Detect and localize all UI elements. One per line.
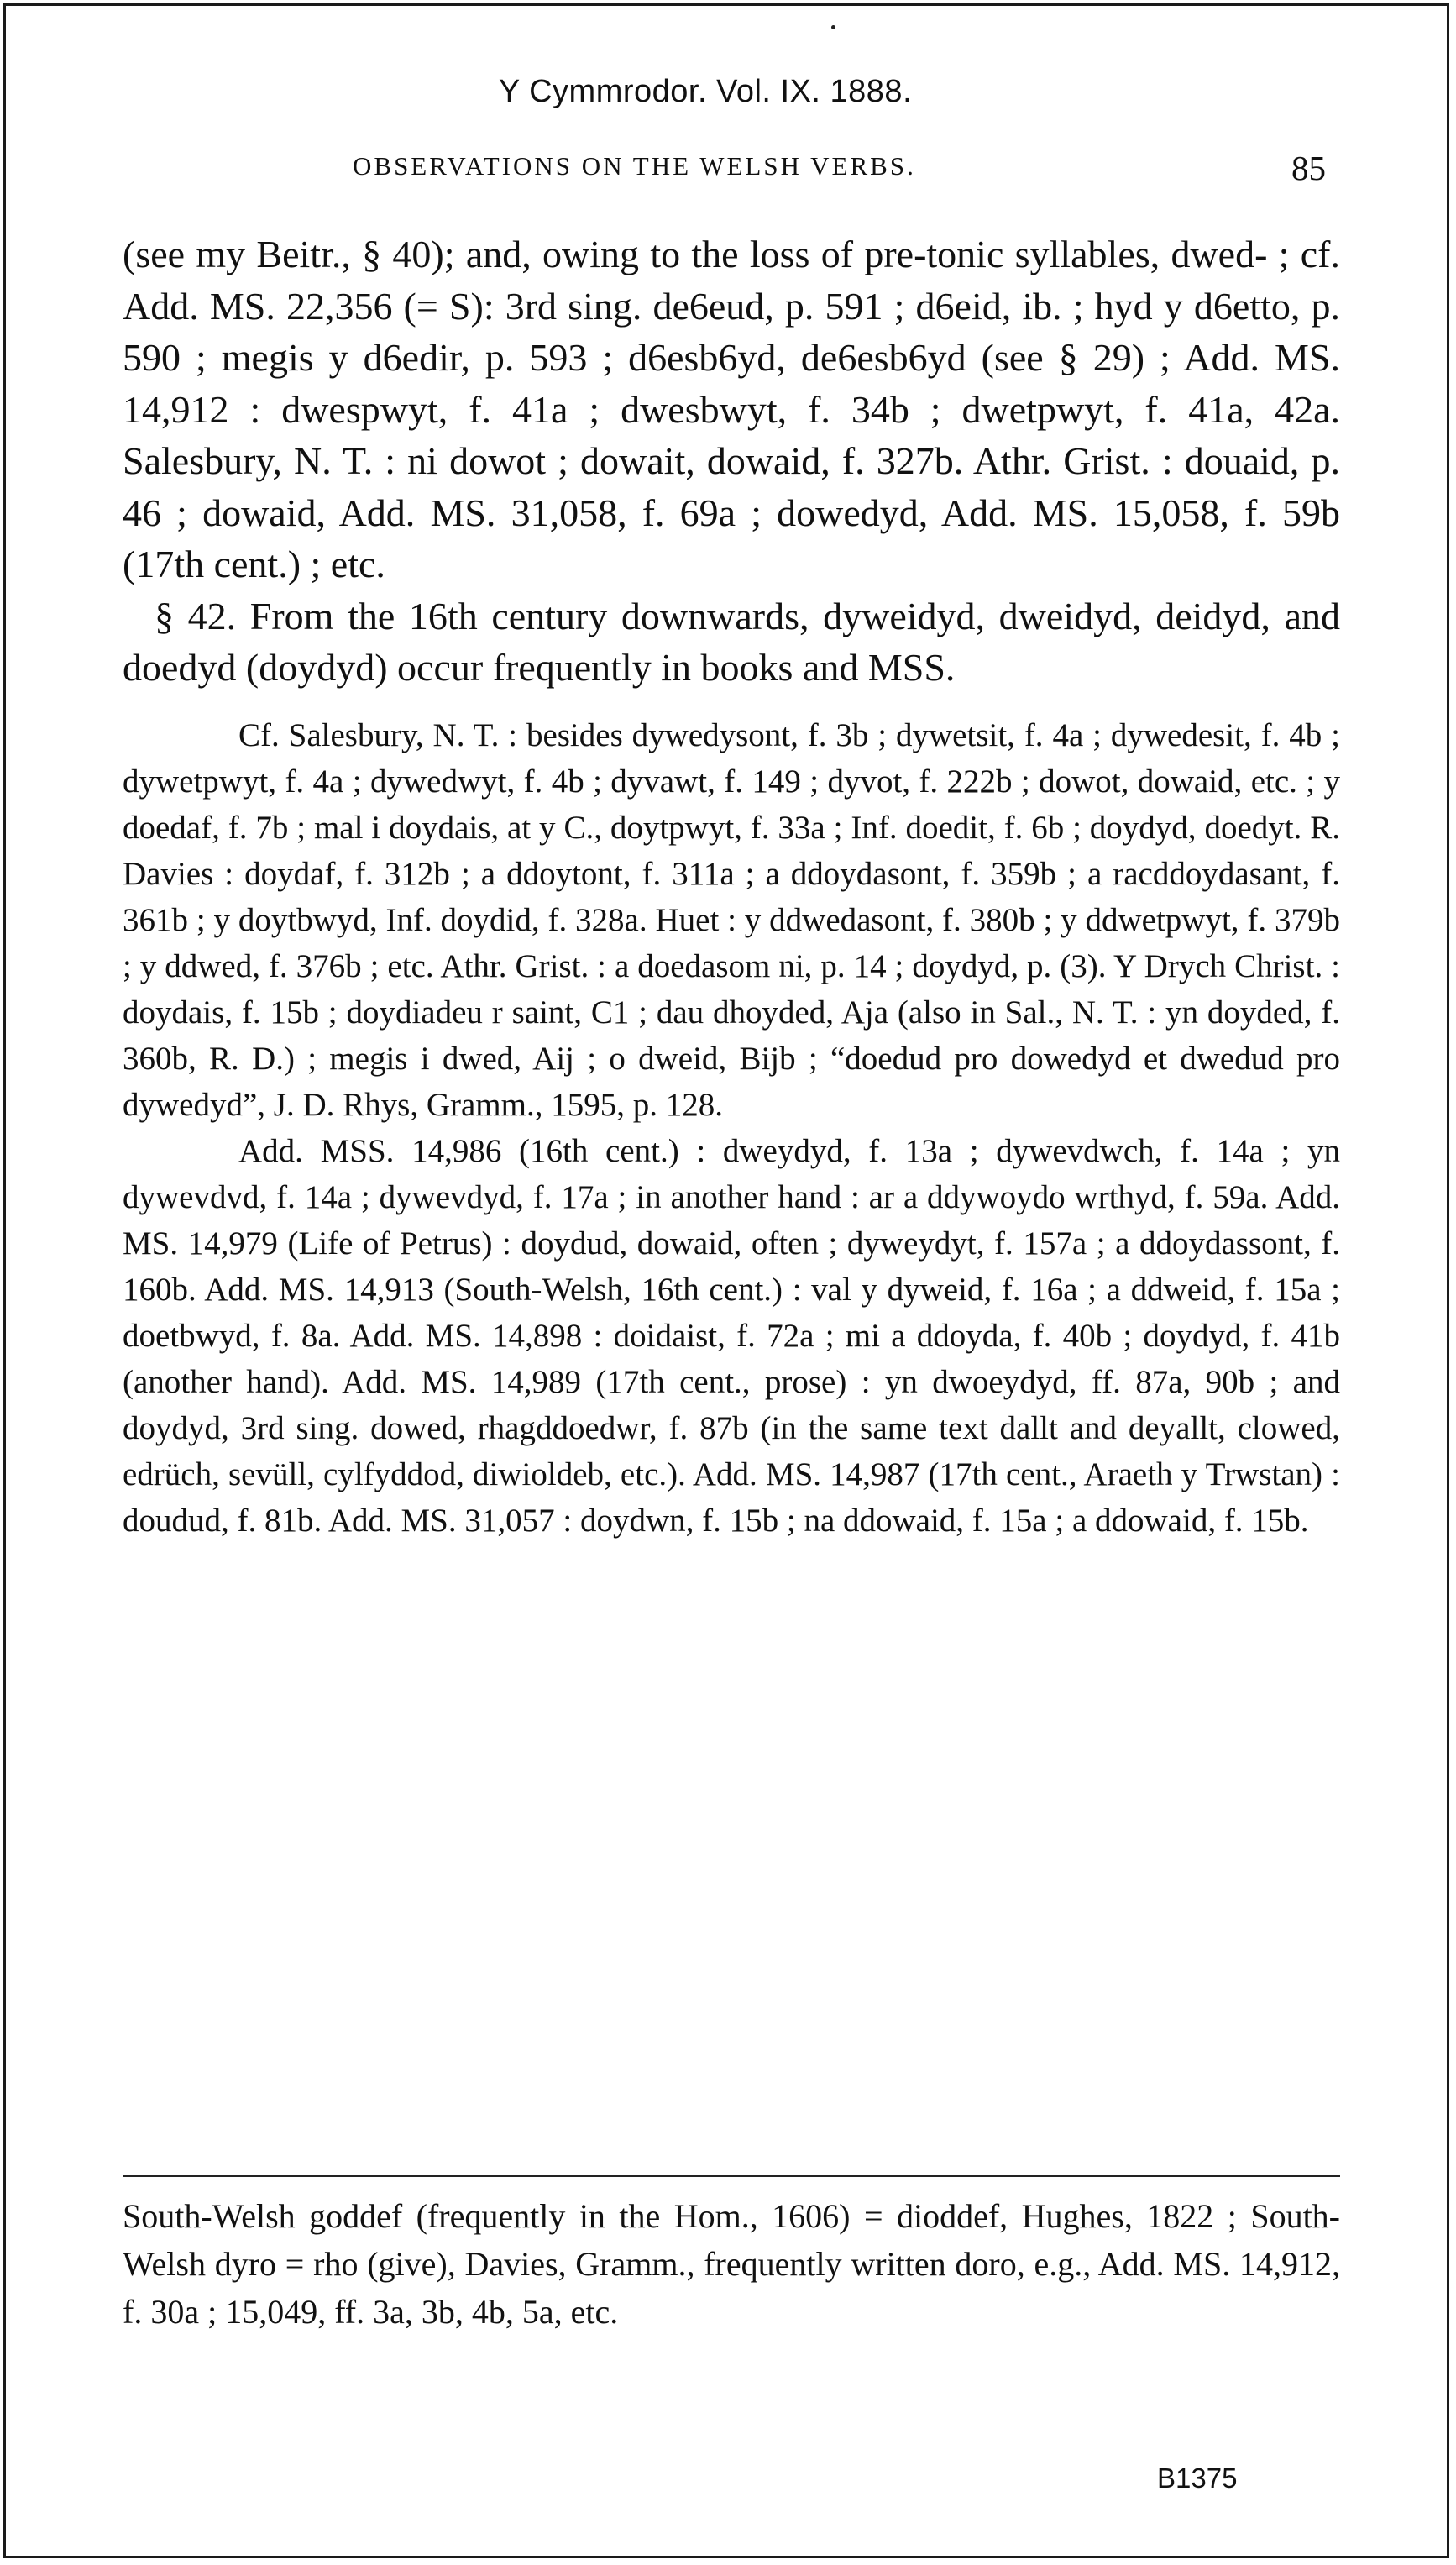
citation-paragraph-salesbury: Cf. Salesbury, N. T. : besides dywedysont, f. 3b ; dywetsit, f. 4a ; dywedesit, f. 4b ; dywetpwyt, f. 4a ; dywedwyt, f. 4b ; dyvawt, f. 149 ; dyvot, f. 222b ; dowot, dowaid, etc. ; y doedaf, f. 7b ; mal i doydais, at y C., doytpwyt, f. 33a ; Inf. doedit, f. 6b ; doydyd, doedyt. R. Davies : doydaf, f. 312b ; a ddoytont, f. 311a ; a ddoydasont, f. 359b ; a racddoydasant, f. 361b ; y doytbwyd, Inf. doydid, f. 328a. Huet : y ddwedasont, f. 380b ; y ddwetpwyt, f. 379b ; y ddwed, f. 376b ; etc. Athr. Grist. : a doedasom ni, p. 14 ; doydyd, p. (3). Y Drych Christ. : doydais, f. 15b ; doydiadeu r saint, C1 ; dau dhoyded, Aja (also in Sal., N. T. : yn doyded, f. 360b, R. D.) ; megis i dwed, Aij ; o dweid, Bijb ; “doedud pro dowedyd et dwedud pro dywedyd”, J. D. Rhys, Gramm., 1595, p. 128. bbox=[123, 716, 1340, 1123]
citation-paragraph-add-mss: Add. MSS. 14,986 (16th cent.) : dweydyd, f. 13a ; dywevdwch, f. 14a ; yn dywevdvd, f. 14a ; dywevdyd, f. 17a ; in another hand : ar a ddywoydo wrthyd, f. 59a. Add. MS. 14,979 (Life of Petrus) : doydud, dowaid, often ; dyweydyt, f. 157a ; a ddoydassont, f. 160b. Add. MS. 14,913 (South-Welsh, 16th cent.) : val y dyweid, f. 16a ; a ddweid, f. 15a ; doetbwyd, f. 8a. Add. MS. 14,898 : doidaist, f. 72a ; mi a ddoyda, f. 40b ; doydyd, f. 41b (another hand). Add. MS. 14,989 (17th cent., prose) : yn dwoeydyd, ff. 87a, 90b ; and doydyd, 3rd sing. dowed, rhagddoedwr, f. 87b (in the same text dallt and deyallt, clowed, edrüch, sevüll, cylfyddod, diwioldeb, etc.). Add. MS. 14,987 (17th cent., Araeth y Trwstan) : doudud, f. 81b. Add. MS. 31,057 : doydwn, f. 15b ; na ddowaid, f. 15a ; a ddowaid, f. 15b. bbox=[123, 1132, 1340, 1539]
running-head: OBSERVATIONS ON THE WELSH VERBS. bbox=[353, 151, 916, 181]
paragraph-section-42: § 42. From the 16th century downwards, dyweidyd, dweidyd, deidyd, and doedyd (doydyd) occur frequently in books and MSS. bbox=[123, 594, 1340, 689]
scan-speck bbox=[831, 25, 835, 29]
page-number: 85 bbox=[1291, 149, 1326, 187]
citation-block bbox=[123, 712, 1340, 1544]
footnote-divider bbox=[123, 2175, 1340, 2177]
reference-code: B1375 bbox=[1157, 2463, 1238, 2494]
paragraph-continued: (see my Beitr., § 40); and, owing to the loss of pre-tonic syllables, dwed- ; cf. Add. MS. 22,356 (= S): 3rd sing. de6eud, p. 591 ; d6eid, ib. ; hyd y d6etto, p. 590 ; megis y d6edir, p. 593 ; d6esb6yd, de6esb6yd (see § 29) ; Add. MS. 14,912 : dwespwyt, f. 41a ; dwesbwyt, f. 34b ; dwetpwyt, f. 41a, 42a. Salesbury, N. T. : ni dowot ; dowait, dowaid, f. 327b. Athr. Grist. : douaid, p. 46 ; dowaid, Add. MS. 31,058, f. 69a ; dowedyd, Add. MS. 15,058, f. 59b (17th cent.) ; etc. bbox=[123, 233, 1340, 585]
body-text bbox=[123, 228, 1340, 1544]
journal-label: Y Cymmrodor. Vol. IX. 1888. bbox=[498, 74, 913, 109]
footnote: South-Welsh goddef (frequently in the Hom., 1606) = dioddef, Hughes, 1822 ; South-Welsh dyro = rho (give), Davies, Gramm., frequently written doro, e.g., Add. MS. 14,912, f. 30a ; 15,049, ff. 3a, 3b, 4b, 5a, etc. bbox=[123, 2197, 1340, 2331]
